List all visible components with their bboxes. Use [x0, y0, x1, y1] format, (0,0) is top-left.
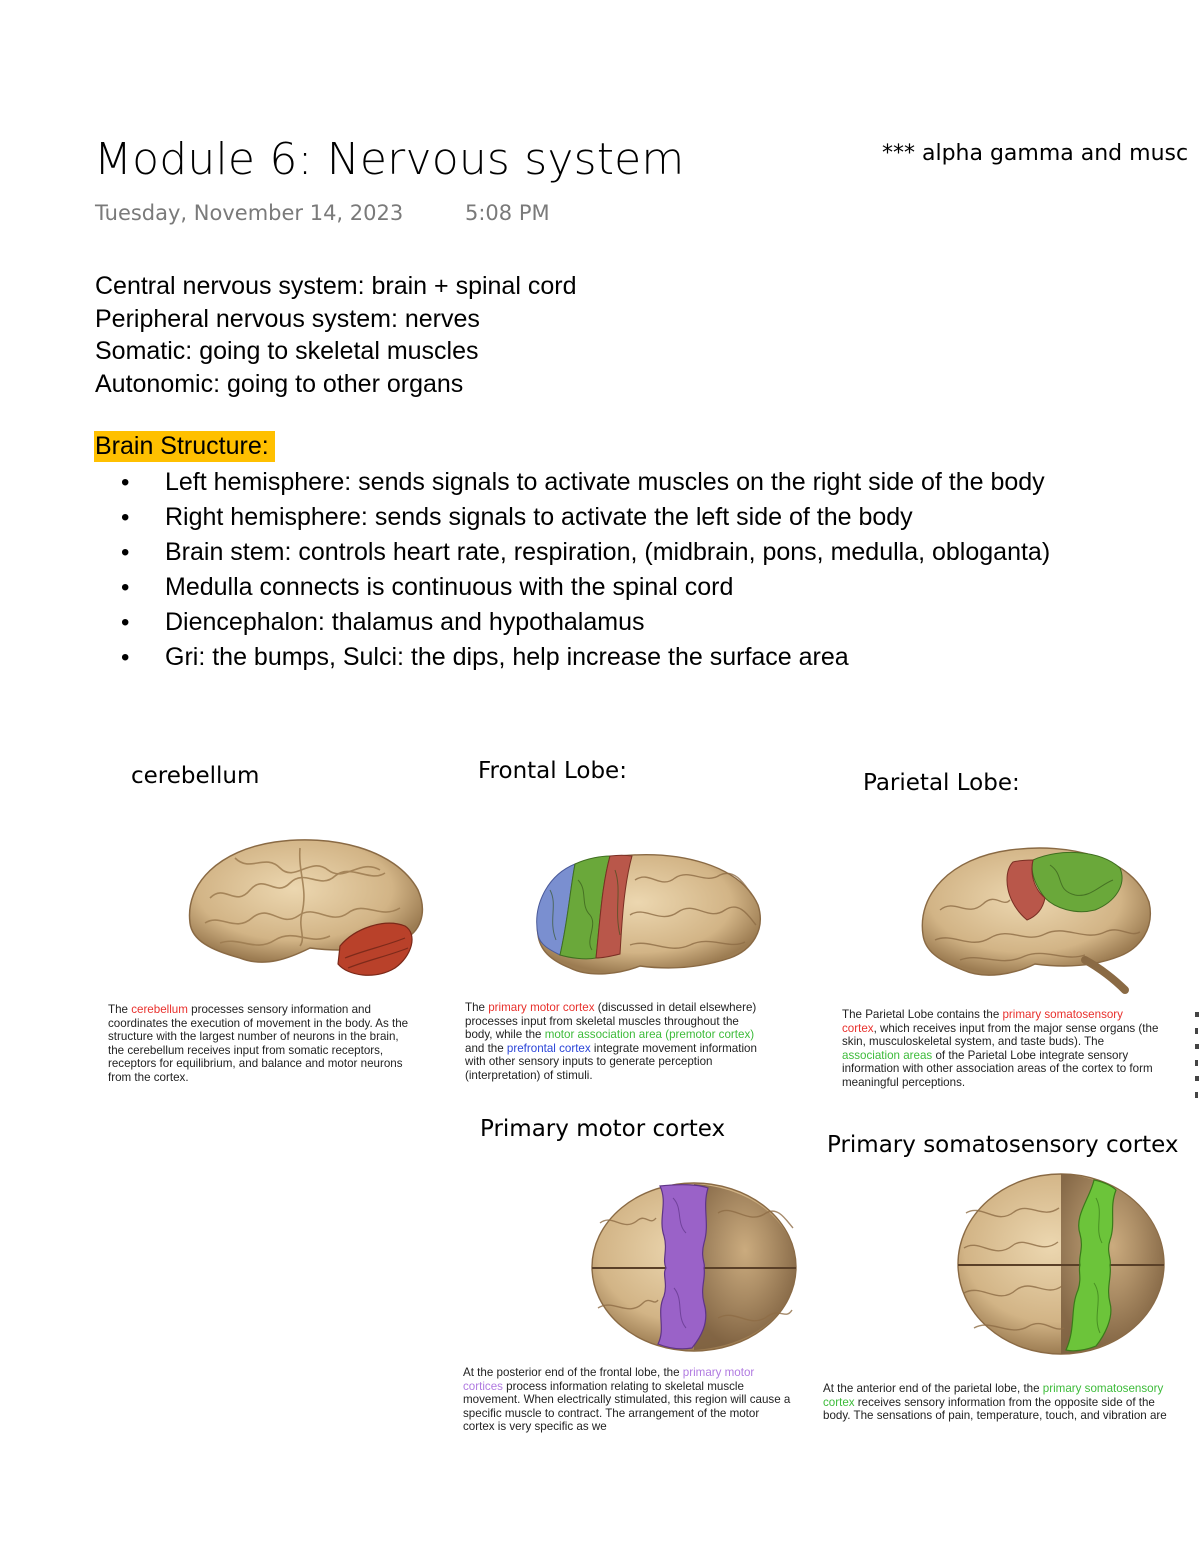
somatosensory-cortex-label: Primary somatosensory cortex [827, 1132, 1179, 1158]
brain-structure-list [118, 465, 1050, 675]
definition-line: Somatic: going to skeletal muscles [95, 337, 479, 365]
definition-line: Central nervous system: brain + spinal cord [95, 272, 577, 300]
list-item: • Brain stem: controls heart rate, respiration, (midbrain, pons, medulla, obloganta) [118, 535, 1050, 570]
motor-cortex-label: Primary motor cortex [480, 1116, 726, 1142]
motor-cortex-brain-image [588, 1178, 800, 1356]
frontal-lobe-label: Frontal Lobe: [478, 758, 627, 784]
list-item: • Gri: the bumps, Sulci: the dips, help increase the surface area [118, 640, 1050, 675]
motor-cortex-caption: At the posterior end of the frontal lobe, the primary motor cortices process information relating to skeletal muscle movement. When electrically stimulated, this region will cause a specific muscle to contract. The arrangement of the motor cortex is very specific as we [463, 1366, 791, 1433]
cerebellum-brain-image [180, 828, 430, 993]
cerebellum-label: cerebellum [131, 763, 260, 789]
list-item: • Diencephalon: thalamus and hypothalamus [118, 605, 1050, 640]
frontal-lobe-caption: The primary motor cortex (discussed in detail elsewhere) processes input from skeletal muscles throughout the body, while the motor association area (premotor cortex) and the prefrontal cortex integrate movement information with other sensory inputs to generate perception (interpretation) of stimuli. [465, 1001, 757, 1082]
note-date: Tuesday, November 14, 2023 [95, 201, 404, 225]
page-title: Module 6: Nervous system [94, 134, 685, 185]
parietal-lobe-label: Parietal Lobe: [863, 770, 1020, 796]
parietal-lobe-caption: The Parietal Lobe contains the primary somatosensory cortex, which receives input from the major sense organs (the skin, musculoskeletal system, and taste buds). The association areas of the Parietal Lobe integrate sensory information with other association areas of the cortex to form meaningful perceptions. [842, 1008, 1159, 1089]
frontal-lobe-brain-image [530, 850, 765, 980]
cerebellum-caption: The cerebellum processes sensory information and coordinates the execution of movement in the body. As the structure with the largest number of neurons in the brain, the cerebellum receives input from somatic receptors, receptors for equilibrium, and balance and motor neurons from the cortex. [108, 1003, 409, 1084]
somatosensory-cortex-brain-image [954, 1168, 1168, 1360]
somatosensory-cortex-caption: At the anterior end of the parietal lobe, the primary somatosensory cortex receives sensory information from the opposite side of the body. The sensations of pain, temperature, touch, and vibration are [823, 1382, 1167, 1422]
brain-structure-heading: Brain Structure: [94, 431, 275, 462]
definition-line: Peripheral nervous system: nerves [95, 305, 480, 333]
note-time: 5:08 PM [465, 201, 550, 225]
cropped-caption-fragment [1194, 1010, 1200, 1100]
list-item: • Right hemisphere: sends signals to activate the left side of the body [118, 500, 1050, 535]
list-item: • Left hemisphere: sends signals to activate muscles on the right side of the body [118, 465, 1050, 500]
list-item: • Medulla connects is continuous with the spinal cord [118, 570, 1050, 605]
parietal-lobe-brain-image [915, 840, 1155, 1000]
side-note: *** alpha gamma and musc [882, 141, 1189, 166]
definition-line: Autonomic: going to other organs [95, 370, 464, 398]
